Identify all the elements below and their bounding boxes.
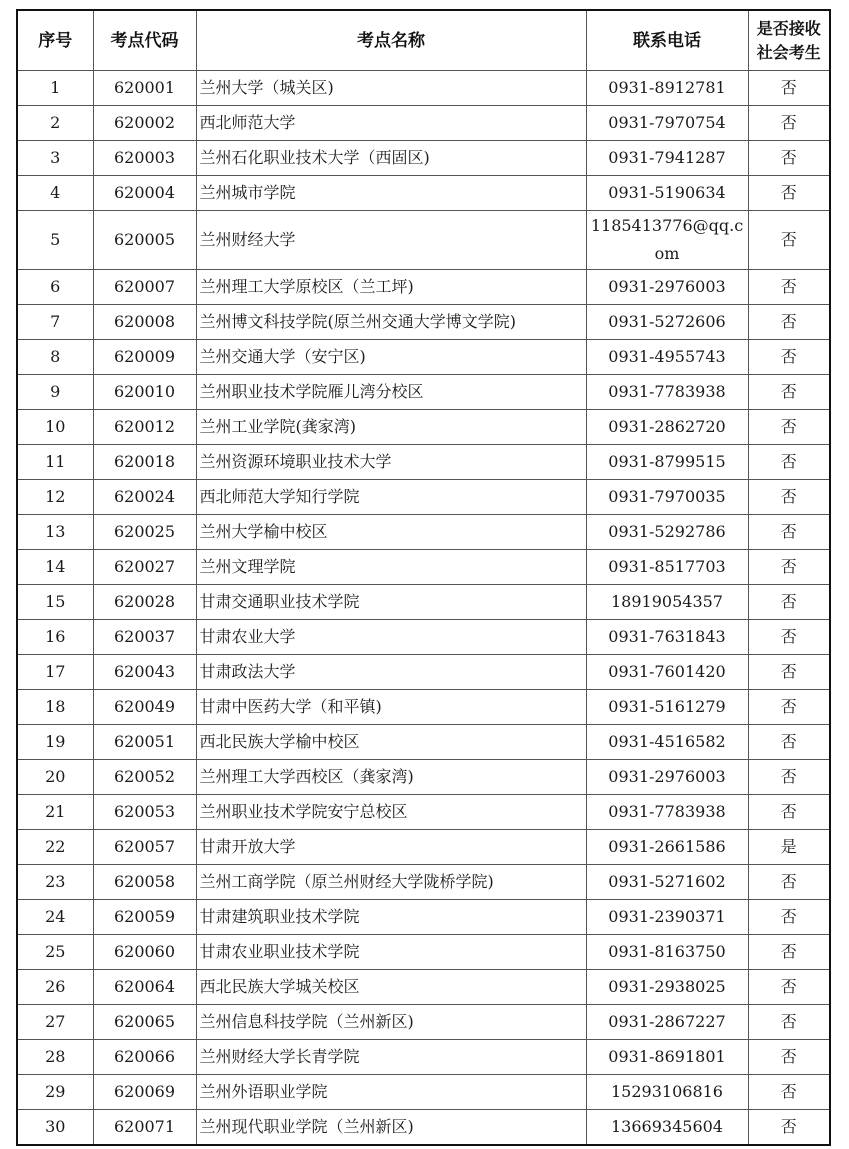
table-row (17, 305, 830, 340)
cell-accept-public: 否 (748, 725, 830, 760)
table-row (17, 865, 830, 900)
cell-site-code: 620002 (93, 106, 196, 141)
cell-accept-public: 否 (748, 1040, 830, 1075)
cell-phone: 0931-5292786 (586, 515, 748, 550)
cell-site-name: 兰州石化职业技术大学（西固区) (196, 141, 586, 176)
cell-site-code: 620043 (93, 655, 196, 690)
cell-phone: 0931-7631843 (586, 620, 748, 655)
cell-accept-public: 否 (748, 620, 830, 655)
table-row (17, 211, 830, 270)
cell-site-code: 620008 (93, 305, 196, 340)
cell-serial-number: 9 (17, 375, 93, 410)
cell-phone: 0931-2661586 (586, 830, 748, 865)
cell-serial-number: 29 (17, 1075, 93, 1110)
cell-site-name: 西北民族大学城关校区 (196, 970, 586, 1005)
cell-phone: 0931-5161279 (586, 690, 748, 725)
cell-site-code: 620060 (93, 935, 196, 970)
header-serial-number: 序号 (17, 10, 93, 71)
cell-serial-number: 8 (17, 340, 93, 375)
cell-site-code: 620053 (93, 795, 196, 830)
cell-phone: 0931-4516582 (586, 725, 748, 760)
cell-phone: 0931-8799515 (586, 445, 748, 480)
cell-serial-number: 21 (17, 795, 93, 830)
cell-site-code: 620028 (93, 585, 196, 620)
cell-accept-public: 否 (748, 1075, 830, 1110)
cell-site-code: 620003 (93, 141, 196, 176)
cell-accept-public: 否 (748, 106, 830, 141)
cell-accept-public: 否 (748, 1005, 830, 1040)
header-accept-line2: 社会考生 (756, 42, 821, 62)
cell-site-name: 兰州财经大学长青学院 (196, 1040, 586, 1075)
cell-accept-public: 否 (748, 71, 830, 106)
table-row (17, 655, 830, 690)
cell-serial-number: 5 (17, 211, 93, 270)
cell-accept-public: 否 (748, 141, 830, 176)
cell-site-name: 西北民族大学榆中校区 (196, 725, 586, 760)
cell-serial-number: 27 (17, 1005, 93, 1040)
table-row (17, 445, 830, 480)
cell-serial-number: 11 (17, 445, 93, 480)
cell-serial-number: 28 (17, 1040, 93, 1075)
table-row (17, 760, 830, 795)
cell-site-code: 620066 (93, 1040, 196, 1075)
cell-site-name: 西北师范大学 (196, 106, 586, 141)
cell-site-code: 620007 (93, 270, 196, 305)
table-header (17, 10, 830, 71)
cell-phone: 0931-8691801 (586, 1040, 748, 1075)
cell-phone: 0931-7941287 (586, 141, 748, 176)
cell-accept-public: 否 (748, 900, 830, 935)
cell-accept-public: 否 (748, 970, 830, 1005)
table-row (17, 1110, 830, 1146)
cell-site-name: 甘肃中医药大学（和平镇) (196, 690, 586, 725)
cell-site-name: 兰州大学榆中校区 (196, 515, 586, 550)
cell-site-code: 620065 (93, 1005, 196, 1040)
cell-site-name: 兰州大学（城关区) (196, 71, 586, 106)
cell-site-name: 甘肃农业职业技术学院 (196, 935, 586, 970)
cell-serial-number: 23 (17, 865, 93, 900)
cell-serial-number: 10 (17, 410, 93, 445)
table-row (17, 970, 830, 1005)
cell-site-name: 兰州文理学院 (196, 550, 586, 585)
cell-serial-number: 6 (17, 270, 93, 305)
header-accept-public (748, 10, 830, 71)
table-body (17, 71, 830, 1146)
cell-serial-number: 12 (17, 480, 93, 515)
header-site-code: 考点代码 (93, 10, 196, 71)
cell-site-name: 兰州工商学院（原兰州财经大学陇桥学院) (196, 865, 586, 900)
cell-phone: 0931-7783938 (586, 375, 748, 410)
cell-site-name: 兰州理工大学原校区（兰工坪) (196, 270, 586, 305)
table-row (17, 1075, 830, 1110)
table-row (17, 795, 830, 830)
cell-accept-public: 否 (748, 935, 830, 970)
cell-accept-public: 否 (748, 795, 830, 830)
cell-site-code: 620069 (93, 1075, 196, 1110)
cell-serial-number: 17 (17, 655, 93, 690)
cell-serial-number: 16 (17, 620, 93, 655)
cell-site-code: 620024 (93, 480, 196, 515)
cell-site-name: 甘肃政法大学 (196, 655, 586, 690)
cell-site-name: 兰州博文科技学院(原兰州交通大学博文学院) (196, 305, 586, 340)
cell-phone: 15293106816 (586, 1075, 748, 1110)
cell-site-code: 620018 (93, 445, 196, 480)
cell-site-code: 620071 (93, 1110, 196, 1146)
cell-accept-public: 否 (748, 760, 830, 795)
cell-site-name: 兰州工业学院(龚家湾) (196, 410, 586, 445)
cell-accept-public: 否 (748, 305, 830, 340)
cell-serial-number: 18 (17, 690, 93, 725)
table-row (17, 480, 830, 515)
cell-accept-public: 否 (748, 655, 830, 690)
cell-phone: 0931-2938025 (586, 970, 748, 1005)
table-row (17, 690, 830, 725)
table-row (17, 725, 830, 760)
cell-site-code: 620009 (93, 340, 196, 375)
exam-site-table (16, 9, 831, 1146)
cell-site-code: 620010 (93, 375, 196, 410)
cell-serial-number: 30 (17, 1110, 93, 1146)
cell-site-name: 兰州职业技术学院安宁总校区 (196, 795, 586, 830)
cell-phone: 18919054357 (586, 585, 748, 620)
cell-serial-number: 19 (17, 725, 93, 760)
cell-accept-public: 是 (748, 830, 830, 865)
cell-accept-public: 否 (748, 375, 830, 410)
cell-site-name: 兰州城市学院 (196, 176, 586, 211)
cell-serial-number: 20 (17, 760, 93, 795)
cell-site-name: 甘肃交通职业技术学院 (196, 585, 586, 620)
table-row (17, 340, 830, 375)
cell-serial-number: 7 (17, 305, 93, 340)
cell-accept-public: 否 (748, 550, 830, 585)
cell-serial-number: 26 (17, 970, 93, 1005)
cell-phone: 0931-5272606 (586, 305, 748, 340)
cell-site-code: 620059 (93, 900, 196, 935)
table-row (17, 410, 830, 445)
cell-site-name: 甘肃建筑职业技术学院 (196, 900, 586, 935)
cell-site-name: 西北师范大学知行学院 (196, 480, 586, 515)
table-row (17, 106, 830, 141)
cell-serial-number: 2 (17, 106, 93, 141)
cell-site-name: 兰州资源环境职业技术大学 (196, 445, 586, 480)
cell-site-code: 620012 (93, 410, 196, 445)
cell-phone: 0931-2867227 (586, 1005, 748, 1040)
cell-site-code: 620037 (93, 620, 196, 655)
cell-accept-public: 否 (748, 340, 830, 375)
cell-site-name: 兰州职业技术学院雁儿湾分校区 (196, 375, 586, 410)
cell-phone: 0931-4955743 (586, 340, 748, 375)
table-row (17, 585, 830, 620)
header-accept-line1: 是否接收 (756, 18, 821, 38)
header-site-name: 考点名称 (196, 10, 586, 71)
cell-serial-number: 14 (17, 550, 93, 585)
table-row (17, 1005, 830, 1040)
cell-accept-public: 否 (748, 176, 830, 211)
cell-phone: 0931-2976003 (586, 270, 748, 305)
cell-accept-public: 否 (748, 445, 830, 480)
cell-site-code: 620025 (93, 515, 196, 550)
cell-phone: 0931-2390371 (586, 900, 748, 935)
cell-phone: 1185413776@qq.com (586, 211, 748, 270)
cell-site-code: 620058 (93, 865, 196, 900)
table-row (17, 141, 830, 176)
cell-serial-number: 3 (17, 141, 93, 176)
table-row (17, 900, 830, 935)
cell-site-code: 620049 (93, 690, 196, 725)
cell-site-code: 620001 (93, 71, 196, 106)
cell-site-code: 620057 (93, 830, 196, 865)
cell-phone: 0931-5190634 (586, 176, 748, 211)
cell-phone: 0931-7783938 (586, 795, 748, 830)
table-row (17, 375, 830, 410)
cell-phone: 0931-8912781 (586, 71, 748, 106)
cell-serial-number: 1 (17, 71, 93, 106)
header-row (17, 10, 830, 71)
cell-site-name: 兰州理工大学西校区（龚家湾) (196, 760, 586, 795)
cell-site-code: 620052 (93, 760, 196, 795)
table-row (17, 830, 830, 865)
cell-serial-number: 4 (17, 176, 93, 211)
cell-phone: 0931-5271602 (586, 865, 748, 900)
cell-phone: 0931-8517703 (586, 550, 748, 585)
table-row (17, 270, 830, 305)
cell-phone: 0931-7970754 (586, 106, 748, 141)
cell-site-code: 620004 (93, 176, 196, 211)
cell-site-code: 620051 (93, 725, 196, 760)
table-row (17, 550, 830, 585)
cell-site-name: 兰州现代职业学院（兰州新区) (196, 1110, 586, 1146)
cell-site-name: 兰州信息科技学院（兰州新区) (196, 1005, 586, 1040)
cell-serial-number: 24 (17, 900, 93, 935)
cell-accept-public: 否 (748, 515, 830, 550)
cell-site-code: 620064 (93, 970, 196, 1005)
cell-accept-public: 否 (748, 585, 830, 620)
cell-site-name: 甘肃农业大学 (196, 620, 586, 655)
cell-serial-number: 13 (17, 515, 93, 550)
cell-serial-number: 25 (17, 935, 93, 970)
cell-serial-number: 15 (17, 585, 93, 620)
cell-accept-public: 否 (748, 480, 830, 515)
cell-accept-public: 否 (748, 690, 830, 725)
cell-phone: 0931-7601420 (586, 655, 748, 690)
cell-accept-public: 否 (748, 270, 830, 305)
cell-site-name: 兰州财经大学 (196, 211, 586, 270)
cell-phone: 0931-2862720 (586, 410, 748, 445)
cell-accept-public: 否 (748, 1110, 830, 1146)
cell-site-code: 620027 (93, 550, 196, 585)
cell-serial-number: 22 (17, 830, 93, 865)
table-row (17, 935, 830, 970)
table-row (17, 71, 830, 106)
cell-accept-public: 否 (748, 865, 830, 900)
header-phone: 联系电话 (586, 10, 748, 71)
table-row (17, 1040, 830, 1075)
cell-site-name: 兰州交通大学（安宁区) (196, 340, 586, 375)
cell-site-code: 620005 (93, 211, 196, 270)
cell-phone: 13669345604 (586, 1110, 748, 1146)
table-row (17, 176, 830, 211)
cell-accept-public: 否 (748, 211, 830, 270)
cell-accept-public: 否 (748, 410, 830, 445)
cell-phone: 0931-8163750 (586, 935, 748, 970)
cell-phone: 0931-2976003 (586, 760, 748, 795)
cell-site-name: 兰州外语职业学院 (196, 1075, 586, 1110)
table-row (17, 515, 830, 550)
cell-phone: 0931-7970035 (586, 480, 748, 515)
cell-site-name: 甘肃开放大学 (196, 830, 586, 865)
table-row (17, 620, 830, 655)
